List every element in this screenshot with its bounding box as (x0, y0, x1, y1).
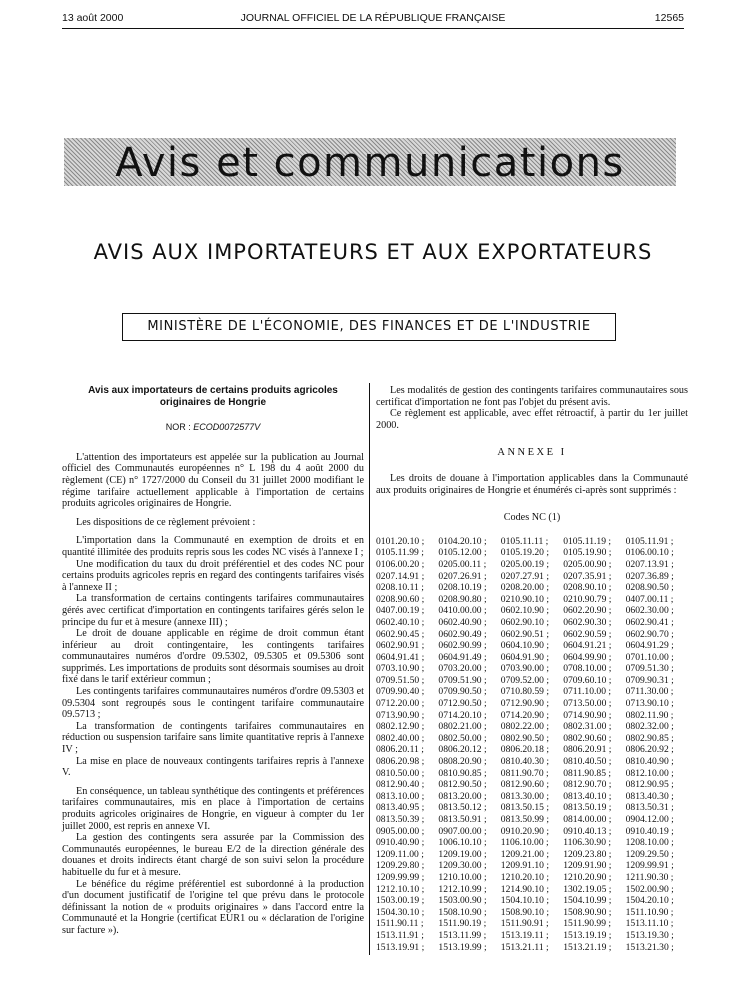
nc-code: 0205.00.19 ; (500, 558, 550, 570)
nc-code: 0814.00.00 ; (563, 814, 612, 825)
right-paragraphs (376, 385, 688, 431)
nc-code: 0709.60.10 ; (563, 674, 612, 686)
nc-code: 0812.90.95 ; (625, 779, 674, 791)
nc-code: 0105.11.99 ; (376, 547, 424, 559)
nc-code: 1209.30.00 ; (438, 860, 487, 872)
nc-code: 0802.11.90 ; (625, 709, 674, 721)
right-column (376, 385, 688, 953)
nc-code: 1209.23.80 ; (563, 848, 612, 860)
nc-code: 0106.00.20 ; (376, 558, 425, 570)
nc-code: 0709.90.50 ; (438, 686, 487, 698)
body-paragraph: En conséquence, un tableau synthétique des contingents et préférences tarifaires communautaires, mis en place à l'importation de certains produits agricoles originaires de Hongrie, en vigueur à compter du 1er juillet 2000, est repris en annexe VI. (62, 785, 364, 832)
nc-code: 1209.19.00 ; (438, 848, 487, 860)
annexe-title: ANNEXE I (497, 447, 567, 459)
nc-code: 0910.40.90 ; (376, 837, 425, 849)
nc-code: 0802.21.00 ; (438, 721, 487, 733)
nc-code: 0210.90.10 ; (500, 593, 550, 605)
nc-code: 0104.20.10 ; (438, 535, 487, 547)
nc-code: 0802.40.00 ; (376, 732, 425, 744)
nc-code: 0712.90.50 ; (438, 698, 487, 710)
nc-code: 1511.90.91 ; (500, 918, 549, 930)
nc-code: 0602.90.51 ; (500, 628, 550, 640)
nc-code: 0813.50.31 ; (625, 802, 674, 814)
nc-code: 1513.11.10 ; (625, 918, 674, 930)
nc-code: 0208.90.50 ; (625, 582, 674, 594)
section-title: Avis et communications (115, 140, 625, 186)
issue-date: 13 août 2000 (62, 12, 124, 24)
nc-code: 0812.90.60 ; (500, 779, 550, 791)
nc-code: 1513.19.11 ; (500, 929, 549, 941)
nc-code: 0703.90.00 ; (500, 663, 550, 675)
nc-code: 0711.30.00 ; (625, 686, 674, 698)
nc-code: 0709.52.00 ; (500, 674, 550, 686)
nc-code: 0208.90.60 ; (376, 593, 425, 605)
nc-code: 0806.20.92 ; (625, 744, 674, 756)
nc-code: 0703.10.90 ; (376, 663, 425, 675)
nc-code: 1504.30.10 ; (376, 906, 425, 918)
nc-code: 0708.10.00 ; (563, 663, 612, 675)
nc-code: 0712.20.00 ; (376, 698, 425, 710)
body-paragraph: La transformation de certains contingents tarifaires communautaires gérés avec certificat d'importation en contingents tarifaires gérés selon le principe du fur et à mesure (annexe III) ; (62, 593, 364, 628)
body-paragraph: La mise en place de nouveaux contingents tarifaires repris à l'annexe V. (62, 755, 364, 779)
nc-code: 0709.90.31 ; (625, 674, 674, 686)
nc-code: 1209.21.00 ; (500, 848, 550, 860)
nc-code: 0712.90.90 ; (500, 698, 550, 710)
nc-code: 0910.20.90 ; (500, 825, 550, 837)
nc-code: 1209.11.00 ; (376, 848, 424, 860)
nc-code: 0207.35.91 ; (563, 570, 612, 582)
nc-code: 0812.90.50 ; (438, 779, 487, 791)
nc-code: 1504.10.99 ; (563, 895, 612, 907)
nc-code: 1209.99.99 ; (376, 871, 425, 883)
body-paragraph: Les dispositions de ce règlement prévoient : (76, 516, 256, 528)
nc-code: 0806.20.11 ; (376, 744, 424, 756)
nc-code: 0208.20.00 ; (500, 582, 550, 594)
nc-code: 0806.20.91 ; (563, 744, 612, 756)
nc-code: 0802.50.00 ; (438, 732, 487, 744)
nc-code: 1006.10.10 ; (438, 837, 487, 849)
nc-code: 1210.20.10 ; (500, 871, 550, 883)
nc-code: 0808.20.90 ; (438, 756, 487, 768)
nc-code: 0602.90.41 ; (625, 616, 674, 628)
nc-code: 0604.91.41 ; (376, 651, 425, 663)
nc-code: 0813.30.00 ; (500, 790, 550, 802)
nc-code: 1210.10.00 ; (438, 871, 487, 883)
nc-code: 0813.50.39 ; (376, 814, 425, 825)
nc-code: 0604.91.21 ; (563, 640, 612, 652)
body-paragraph: Une modification du taux du droit préférentiel et des codes NC pour certains produits agricoles repris en regard des contingents tarifaires visés à l'annexe II ; (62, 558, 364, 593)
nc-code: 0602.90.70 ; (625, 628, 674, 640)
codes-grid (376, 536, 688, 953)
nc-code: 1212.10.10 ; (376, 883, 425, 895)
nc-code: 0602.40.90 ; (438, 616, 487, 628)
body-paragraph: Les modalités de gestion des contingents tarifaires communautaires sous certificat d'importation ne font pas l'objet du présent avis. (376, 385, 688, 408)
nc-code: 0813.50.15 ; (500, 802, 550, 814)
nc-code: 1513.11.99 ; (438, 929, 487, 941)
nc-code: 0207.27.91 ; (500, 570, 550, 582)
nc-code: 0714.20.10 ; (438, 709, 487, 721)
nc-code: 0105.19.20 ; (500, 547, 550, 559)
nc-code: 1503.00.19 ; (376, 895, 425, 907)
nc-code: 0904.12.00 ; (625, 814, 674, 825)
nc-code: 1511.10.90 ; (625, 906, 674, 918)
nor-label: NOR : (165, 422, 191, 433)
body-paragraph: La transformation de contingents tarifaires communautaires en réduction ou suspension tarifaire sans limite quantitative repris à l'annexe IV ; (62, 720, 364, 756)
nc-code: 0810.50.00 ; (376, 767, 425, 779)
nc-code: 0810.40.30 ; (500, 756, 550, 768)
nc-code: 0602.90.91 ; (376, 640, 425, 652)
nc-code: 0106.00.10 ; (625, 547, 674, 559)
nc-code: 0703.20.00 ; (438, 663, 487, 675)
nc-code: 0813.20.00 ; (438, 790, 487, 802)
nc-code: 0701.10.00 ; (625, 651, 674, 663)
nc-code: 0714.20.90 ; (500, 709, 550, 721)
nc-code: 0207.36.89 ; (625, 570, 674, 582)
codes-title: Codes NC (1) (503, 512, 561, 524)
nc-code: 0709.51.50 ; (376, 674, 425, 686)
nc-code: 0207.14.91 ; (376, 570, 425, 582)
nc-code: 0208.90.80 ; (438, 593, 487, 605)
nc-code: 0602.90.30 ; (563, 616, 612, 628)
nc-code: 0709.51.90 ; (438, 674, 487, 686)
nc-code: 0812.10.00 ; (625, 767, 674, 779)
nc-code: 0910.40.19 ; (625, 825, 674, 837)
nc-code: 1106.30.90 ; (563, 837, 612, 849)
nc-code: 0105.19.90 ; (563, 547, 612, 559)
body-paragraph: Ce règlement est applicable, avec effet rétroactif, à partir du 1er juillet 2000. (376, 408, 688, 431)
nc-code: 0810.40.90 ; (625, 756, 674, 768)
main-heading: AVIS AUX IMPORTATEURS ET AUX EXPORTATEURS (93, 240, 653, 264)
nc-code: 0714.90.90 ; (563, 709, 612, 721)
nc-code: 0207.26.91 ; (438, 570, 487, 582)
nc-code: 0802.12.90 ; (376, 721, 425, 733)
nc-code: 0710.80.59 ; (500, 686, 550, 698)
nc-code: 1208.10.00 ; (625, 837, 674, 849)
left-column (62, 385, 364, 937)
nor-code: ECOD0072577V (193, 422, 261, 433)
nc-code: 1209.91.90 ; (563, 860, 612, 872)
nc-code: 1209.29.50 ; (625, 848, 674, 860)
nc-code: 0813.50.12 ; (438, 802, 487, 814)
article-title: Avis aux importateurs de certains produits agricoles originaires de Hongrie (88, 385, 338, 408)
nc-code: 0208.10.19 ; (438, 582, 487, 594)
nc-code: 1513.19.91 ; (376, 941, 425, 953)
nc-code: 0105.11.19 ; (563, 535, 612, 547)
nc-code: 0802.90.60 ; (563, 732, 612, 744)
body-paragraph: Le bénéfice du régime préférentiel est subordonné à la production d'un document justificatif de l'origine tel que prévu dans le protocole définissant la notion de « produits originaires » dans l'accord entre la Communauté et la Hongrie (certificat EUR1 ou « déclaration de l'origine sur facture »). (62, 878, 364, 936)
nc-code: 0907.00.00 ; (438, 825, 487, 837)
nc-code: 0602.90.59 ; (563, 628, 612, 640)
nc-code: 0713.90.90 ; (376, 709, 425, 721)
nc-code: 1504.20.10 ; (625, 895, 674, 907)
nc-code: 0713.90.10 ; (625, 698, 674, 710)
nc-code: 0410.00.00 ; (438, 605, 487, 617)
nc-code: 0813.50.99 ; (500, 814, 550, 825)
nc-code: 0604.91.49 ; (438, 651, 487, 663)
nc-code: 1209.91.10 ; (500, 860, 550, 872)
nc-code: 1511.90.99 ; (563, 918, 612, 930)
nc-code: 1212.10.99 ; (438, 883, 487, 895)
body-paragraph: L'importation dans la Communauté en exemption de droits et en quantité illimitée des produits repris sous les codes NC visés à l'annexe I ; (62, 535, 364, 558)
ministry-box (122, 313, 616, 341)
nc-code: 0813.50.19 ; (563, 802, 612, 814)
nc-code: 1513.21.19 ; (563, 941, 612, 953)
nc-code: 1513.11.91 ; (376, 929, 424, 941)
nc-code: 1502.00.90 ; (625, 883, 674, 895)
nc-code: 1513.21.30 ; (625, 941, 674, 953)
body-paragraph: Le droit de douane applicable en régime de droit commun étant inférieur au droit contingentaire, les contingents tarifaires communautaires numéros d'ordre 09.5302, 09.5305 et 09.5306 sont supprimés. Les importations de produits sont désormais soumises au droit fixé dans le tarif extérieur commun ; (62, 628, 364, 686)
nc-code: 0812.90.40 ; (376, 779, 425, 791)
nc-code: 1508.10.90 ; (438, 906, 487, 918)
nc-code: 0812.90.70 ; (563, 779, 612, 791)
nc-code: 0105.11.91 ; (625, 535, 674, 547)
nc-code: 0604.99.90 ; (563, 651, 612, 663)
nc-code: 1511.90.11 ; (376, 918, 424, 930)
nc-code: 0604.91.90 ; (500, 651, 550, 663)
nc-code: 0709.51.30 ; (625, 663, 674, 675)
nc-code: 1513.21.11 ; (500, 941, 549, 953)
nc-code: 0813.40.10 ; (563, 790, 612, 802)
nc-code: 0207.13.91 ; (625, 558, 674, 570)
nc-code: 1302.19.05 ; (563, 883, 612, 895)
nc-code: 0602.90.99 ; (438, 640, 487, 652)
nc-code: 0802.90.50 ; (500, 732, 550, 744)
nc-code: 0813.40.95 ; (376, 802, 425, 814)
nc-code: 0713.50.00 ; (563, 698, 612, 710)
nc-code: 1106.10.00 ; (500, 837, 549, 849)
nc-code: 0205.00.11 ; (438, 558, 487, 570)
nc-code: 1511.90.19 ; (438, 918, 487, 930)
nc-code: 0811.90.85 ; (563, 767, 612, 779)
nc-code: 1209.99.91 ; (625, 860, 674, 872)
nc-code: 0602.40.10 ; (376, 616, 425, 628)
nc-code: 0813.10.00 ; (376, 790, 425, 802)
body-paragraph: Les contingents tarifaires communautaires numéros d'ordre 09.5303 et 09.5304 sont regroupés sous le contingent tarifaire communautaire 09.5713 ; (62, 686, 364, 721)
page-number: 12565 (654, 12, 684, 24)
nc-code: 0802.22.00 ; (500, 721, 550, 733)
body-paragraph: La gestion des contingents sera assurée par la Commission des Communautés européennes, le bureau E/2 de la direction générale des douanes et droits indirects étant chargé de son suivi selon la procédure habituelle du fur et à mesure. (62, 832, 364, 878)
nc-code: 0905.00.00 ; (376, 825, 425, 837)
nc-code: 0709.90.40 ; (376, 686, 425, 698)
nc-code: 0910.40.13 ; (563, 825, 612, 837)
nc-code: 0602.90.49 ; (438, 628, 487, 640)
nc-code: 1513.19.19 ; (563, 929, 612, 941)
nc-code: 0602.90.10 ; (500, 616, 550, 628)
nc-code: 1209.29.80 ; (376, 860, 425, 872)
nc-code: 0806.20.18 ; (500, 744, 550, 756)
nc-code: 1513.19.99 ; (438, 941, 487, 953)
nc-code: 0604.10.90 ; (500, 640, 550, 652)
nc-code: 1508.90.90 ; (563, 906, 612, 918)
nc-code: 0208.10.11 ; (376, 582, 424, 594)
nc-code: 1504.10.10 ; (500, 895, 550, 907)
nc-code: 0602.20.90 ; (563, 605, 612, 617)
nc-code: 0813.40.30 ; (625, 790, 674, 802)
nc-code: 1214.90.10 ; (500, 883, 550, 895)
page-header (62, 12, 684, 28)
nc-code: 0802.31.00 ; (563, 721, 612, 733)
nc-code: 0105.11.11 ; (500, 535, 549, 547)
nc-code: 0407.00.11 ; (625, 593, 674, 605)
nc-code: 0602.90.45 ; (376, 628, 425, 640)
nc-code: 0604.91.29 ; (625, 640, 674, 652)
nc-code: 1211.90.30 ; (625, 871, 674, 883)
column-divider (369, 383, 370, 955)
ministry-name: MINISTÈRE DE L'ÉCONOMIE, DES FINANCES ET DE L'INDUSTRIE (147, 319, 591, 334)
journal-title: JOURNAL OFFICIEL DE LA RÉPUBLIQUE FRANÇAISE (240, 12, 506, 24)
nc-code: 0602.30.00 ; (625, 605, 674, 617)
nc-code: 0806.20.98 ; (376, 756, 425, 768)
nc-code: 0811.90.70 ; (500, 767, 549, 779)
nc-code: 0210.90.79 ; (563, 593, 612, 605)
nc-code: 0205.00.90 ; (563, 558, 612, 570)
nc-code: 0407.00.19 ; (376, 605, 425, 617)
body-paragraph: L'attention des importateurs est appelée sur la publication au Journal officiel des Communautés européennes n° L 198 du 4 août 2000 du règlement (CE) n° 1727/2000 du Conseil du 31 juillet 2000 modifiant le régime tarifaire actuellement applicable à l'importation de certains produits agricoles originaires de Hongrie. (62, 451, 364, 510)
nc-code: 0810.40.50 ; (563, 756, 612, 768)
nc-code: 1508.90.10 ; (500, 906, 550, 918)
nc-code: 0802.90.85 ; (625, 732, 674, 744)
nc-code: 0208.90.10 ; (563, 582, 612, 594)
nc-code: 0810.90.85 ; (438, 767, 487, 779)
nc-code: 0813.50.91 ; (438, 814, 487, 825)
nc-code: 1513.19.30 ; (625, 929, 674, 941)
nc-code: 0105.12.00 ; (438, 547, 487, 559)
nc-code: 1210.20.90 ; (563, 871, 612, 883)
nc-code: 0101.20.10 ; (376, 535, 425, 547)
left-paragraphs (62, 452, 364, 937)
header-rule (62, 28, 684, 29)
nc-code: 0802.32.00 ; (625, 721, 674, 733)
nc-code: 0806.20.12 ; (438, 744, 487, 756)
nor-reference (62, 422, 364, 434)
nc-code: 1503.00.90 ; (438, 895, 487, 907)
nc-code: 0602.10.90 ; (500, 605, 550, 617)
section-banner (64, 138, 676, 186)
annexe-intro: Les droits de douane à l'importation applicables dans la Communauté aux produits originaires de Hongrie et énumérés ci-après sont supprimés : (376, 472, 688, 496)
nc-code: 0711.10.00 ; (563, 686, 612, 698)
